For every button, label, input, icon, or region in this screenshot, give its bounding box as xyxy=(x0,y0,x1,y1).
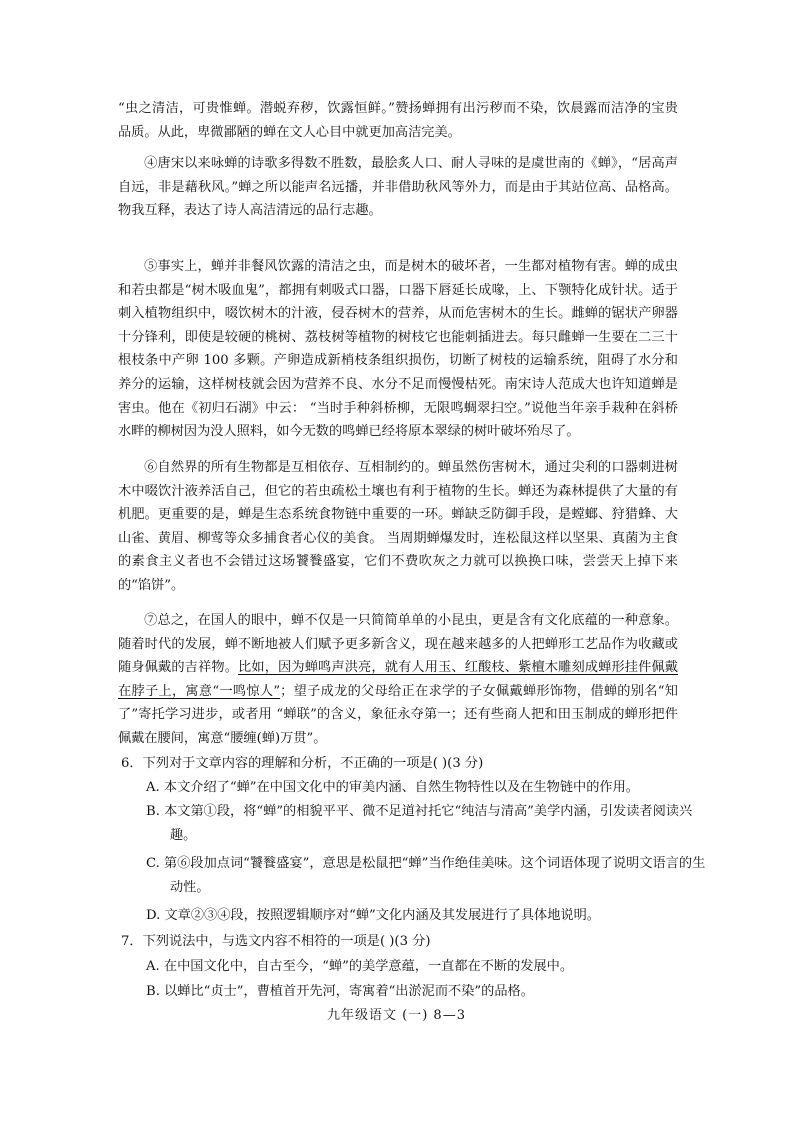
paragraph-4 xyxy=(118,152,678,223)
paragraph-5 xyxy=(118,255,678,444)
paragraph-6 xyxy=(118,456,678,598)
question-7-stem: 7．下列说法中，与选文内容不相符的一项是( )(3 分) xyxy=(121,934,431,949)
paragraph-7 xyxy=(118,609,678,751)
paragraph-7-text-b: ；望子成龙的父母给正在求学的子女佩戴蝉形饰物，借蝉的别名“知了”寄托学习进步，或者用 “蝉联”的含义，象征永夺第一；还有些商人把和田玉制成的蝉形把件佩戴在腰间，寓意“腰缠(蝉)万贯”。 xyxy=(118,683,678,746)
question-7-option-b: B. 以蝉比“贞士”，曹植首开先河，寄寓着“出淤泥而不染”的品格。 xyxy=(146,984,534,999)
paragraph-3-continued: “虫之清洁，可贵惟蝉。潜蜕弃秽，饮露恒鲜。”赞扬蝉拥有出污秽而不染，饮晨露而洁净的宝贵品质。从此，卑微鄙陋的蝉在文人心目中就更加高洁完美。 xyxy=(118,101,678,140)
paragraph-5-text: ⑤事实上，蝉并非餐风饮露的清洁之虫，而是树木的破坏者，一生都对植物有害。蝉的成虫和若虫都是“树木吸血鬼”，都拥有刺吸式口器，口器下唇延长成喙，上、下颚特化成针状。适于刺入植物组织中，啜饮树木的汁液，侵吞树木的营养，从而危害树木的生长。雌蝉的锯状产卵器十分锋利，即使是较硬的桃树、荔枝树等植物的树枝它也能刺插进去。每只雌蝉一生要在二三十根枝条中产卵 100 多颗。产卵造成新梢枝条组织损伤，切断了树枝的运输系统，阻碍了水分和养分的运输，这样树枝就会因为营养不良、水分不足而慢慢枯死。南宋诗人范成大也许知道蝉是害虫。他在《初归石湖》中云： “当时手种斜桥柳，无限鸣蜩翠扫空。”说他当年亲手栽种在斜桥水畔的柳树因为没人照料，如今无数的鸣蝉已经将原本翠绿的树叶破坏殆尽了。 xyxy=(118,259,678,440)
paragraph-6-text: ⑥自然界的所有生物都是互相依存、互相制约的。蝉虽然伤害树木，通过尖利的口器刺进树木中啜饮汁液养活自己，但它的若虫疏松土壤也有利于植物的生长。蝉还为森林提供了大量的有机肥。更重要的是，蝉是生态系统食物链中重要的一环。蝉缺乏防御手段，是螳螂、狩猎蜂、大山雀、黄眉、柳莺等众多捕食者心仪的美食。 当周期蝉爆发时，连松鼠这样以坚果、真菌为主食的素食主义者也不会错过这场饕餮盛宴，它们不费吹灰之力就可以换换口味，尝尝天上掉下来的“馅饼”。 xyxy=(118,460,678,593)
question-7-option-a: A. 在中国文化中，自古至今，“蝉”的美学意蕴，一直都在不断的发展中。 xyxy=(146,959,574,974)
question-6-option-b: B. 本文第①段，将“蝉”的相貌平平、微不足道衬托它“纯洁与清高”美学内涵，引发读者阅读兴趣。 xyxy=(146,804,693,843)
question-6-option-a: A. 本文介绍了“蝉”在中国文化中的审美内涵、自然生物特性以及在生物链中的作用。 xyxy=(146,780,639,795)
page-footer: 九年级语文 (一) 8—3 xyxy=(327,1008,466,1023)
question-6-option-c: C. 第⑥段加点词“饕餮盛宴”，意思是松鼠把“蝉”当作绝佳美味。这个词语体现了说明文语言的生动性。 xyxy=(146,856,706,895)
question-6-option-d: D. 文章②③④段，按照逻辑顺序对“蝉”文化内涵及其发展进行了具体地说明。 xyxy=(146,908,600,923)
paragraph-7-text-a: ⑦总之，在国人的眼中，蝉不仅是一只简简单单的小昆虫，更是含有文化底蕴的一种意象。随着时代的发展，蝉不断地被人们赋予更多新含义，现在越来越多的人把蝉形工艺品作为收藏或随身佩戴的吉祥物。 xyxy=(118,613,678,676)
question-6-stem: 6．下列对于文章内容的理解和分析，不正确的一项是( )(3 分) xyxy=(121,756,484,771)
paragraph-4-text: ④唐宋以来咏蝉的诗歌多得数不胜数，最脍炙人口、耐人寻味的是虞世南的《蝉》，“居高声自远，非是藉秋风。”蝉之所以能声名远播，并非借助秋风等外力，而是由于其站位高、品格高。物我互释，表达了诗人高洁清远的品行志趣。 xyxy=(118,156,678,219)
paragraph-7-underlined-text: 比如，因为蝉鸣声洪亮，就有人用玉、红酸枝、紫檀木雕刻成蝉形挂件佩戴在脖子上，寓意“一鸣惊人” xyxy=(118,660,678,699)
